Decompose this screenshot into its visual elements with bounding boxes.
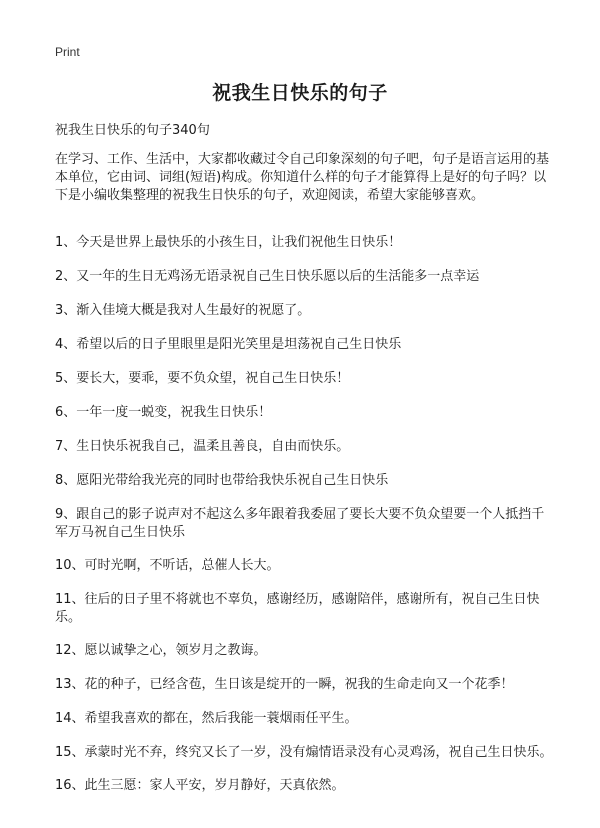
list-item: 2、又一年的生日无鸡汤无语录祝自己生日快乐愿以后的生活能多一点幸运 — [55, 269, 480, 284]
document-subtitle: 祝我生日快乐的句子340句 — [55, 123, 210, 138]
list-item: 15、承蒙时光不弃，终究又长了一岁，没有煽情语录没有心灵鸡汤，祝自己生日快乐。 — [55, 745, 553, 760]
list-item: 13、花的种子，已经含苞，生日该是绽开的一瞬，祝我的生命走向又一个花季！ — [55, 677, 514, 692]
list-item: 12、愿以诚挚之心，领岁月之教诲。 — [55, 643, 267, 658]
list-item: 11、往后的日子里不将就也不辜负，感谢经历，感谢陪伴，感谢所有，祝自己生日快乐。 — [55, 592, 540, 625]
intro-paragraph: 在学习、工作、生活中，大家都收藏过令自己印象深刻的句子吧，句子是语言运用的基本单位，它由词、词组(短语)构成。你知道什么样的句子才能算得上是好的句子吗？以下是小编收集整理的祝我生日快乐的句子，欢迎阅读，希望大家能够喜欢。 — [55, 152, 550, 203]
list-item: 10、可时光啊，不听话，总催人长大。 — [55, 558, 280, 573]
list-item: 14、希望我喜欢的都在，然后我能一蓑烟雨任平生。 — [55, 711, 358, 726]
list-item: 7、生日快乐祝我自己，温柔且善良，自由而快乐。 — [55, 439, 350, 454]
list-item: 4、希望以后的日子里眼里是阳光笑里是坦荡祝自己生日快乐 — [55, 337, 402, 352]
list-item: 16、此生三愿：家人平安，岁月静好，天真依然。 — [55, 778, 345, 793]
page-title: 祝我生日快乐的句子 — [212, 82, 388, 104]
list-item: 6、一年一度一蜕变，祝我生日快乐！ — [55, 405, 272, 420]
list-item: 5、要长大，要乖，要不负众望，祝自己生日快乐！ — [55, 371, 350, 386]
print-link[interactable]: Print — [55, 45, 80, 59]
list-item: 9、跟自己的影子说声对不起这么多年跟着我委屈了要长大要不负众望要一个人抵挡千军万马祝自己生日快乐 — [55, 507, 545, 540]
list-item: 1、今天是世界上最快乐的小孩生日，让我们祝他生日快乐！ — [55, 235, 402, 250]
sentence-list — [55, 234, 555, 811]
list-item: 8、愿阳光带给我光亮的同时也带给我快乐祝自己生日快乐 — [55, 473, 389, 488]
list-item: 3、渐入佳境大概是我对人生最好的祝愿了。 — [55, 303, 311, 318]
